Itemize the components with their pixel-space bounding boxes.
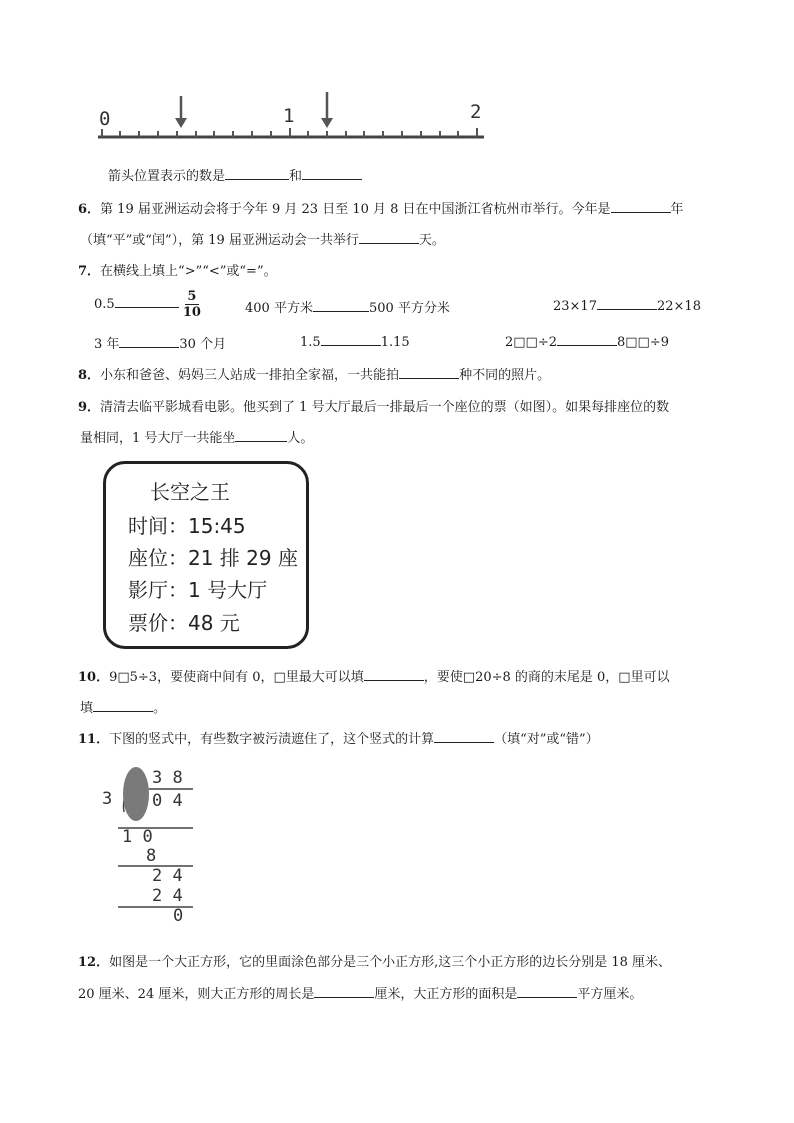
step-1: 1 0 (122, 827, 153, 847)
q7-item-a (94, 289, 201, 320)
q6-days-suffix: 天。 (418, 233, 445, 248)
arrow-1-icon (175, 96, 187, 128)
step-2: 8 (146, 846, 157, 866)
q6-line-2 (80, 229, 445, 248)
movie-ticket (103, 461, 309, 649)
q10-text-3: 填 (80, 701, 94, 716)
q7-item-c (553, 297, 701, 314)
q12-text-4: 平方厘米。 (577, 987, 643, 1002)
label-0: 0 (99, 108, 111, 130)
label-1: 1 (283, 105, 295, 127)
q9-suffix: 人。 (287, 431, 314, 446)
q7-c-left: 23×17 (553, 299, 597, 314)
ticket-time: 时间：15:45 (128, 514, 246, 538)
ticket-hall: 影厅：1 号大厅 (128, 578, 268, 602)
q11-suffix: （填“对”或“错”） (494, 732, 599, 747)
q12-blank-perimeter[interactable] (314, 985, 374, 998)
q7-item-f (505, 333, 669, 350)
q10-text-1: 9□5÷3，要使商中间有 0，□里最大可以填 (109, 670, 364, 685)
q7-e-right: 1.15 (380, 335, 410, 350)
q12-text-1: 如图是一个大正方形，它的里面涂色部分是三个小正方形,这三个小正方形的边长分别是 18 厘米、 (109, 955, 672, 970)
stain-icon (123, 767, 149, 821)
q7-f-right: 8□□÷9 (617, 335, 669, 350)
step-3: 2 4 (152, 866, 183, 886)
q11-number: 11． (78, 732, 110, 747)
q10-line-2 (80, 697, 166, 716)
q12-number: 12． (78, 955, 110, 970)
step-5: 0 (173, 906, 184, 926)
q9-text-2: 量相同，1 号大厅一共能坐 (80, 431, 236, 446)
label-2: 2 (470, 101, 482, 123)
q6-line-1 (78, 198, 684, 217)
q8-blank[interactable] (399, 366, 459, 379)
q8-text: 小东和爸爸、妈妈三人站成一排拍全家福，一共能拍 (100, 368, 400, 383)
q6-text-2: （填“平”或“闰”），第 19 届亚洲运动会一共举行 (80, 233, 359, 248)
ticket-title: 长空之王 (150, 480, 230, 504)
q12-blank-area[interactable] (517, 985, 577, 998)
q11-line (78, 728, 599, 747)
q7-d-blank[interactable] (119, 335, 179, 348)
q12-text-2: 20 厘米、24 厘米，则大正方形的周长是 (78, 987, 315, 1002)
q6-blank-year[interactable] (611, 200, 671, 213)
q7-d-left: 3 年 (94, 337, 120, 352)
q6-text-1: 第 19 届亚洲运动会将于今年 9 月 23 日至 10 月 8 日在中国浙江省杭州市举行。今年是 (100, 202, 611, 217)
q7-b-right: 500 平方分米 (368, 301, 450, 316)
q7-text: 在横线上填上“>”“<”或“=”。 (100, 264, 277, 279)
q7-e-blank[interactable] (321, 333, 381, 346)
quotient: 3 8 (152, 768, 183, 788)
q7-b-blank[interactable] (313, 299, 369, 312)
fraction-denominator: 10 (182, 305, 201, 320)
q10-number: 10． (78, 670, 110, 685)
q10-line-1 (78, 666, 670, 685)
long-division-figure (98, 764, 208, 928)
fraction-numerator: 5 (187, 289, 197, 304)
q10-text-2: ，要使□20÷8 的商的末尾是 0，□里可以 (423, 670, 670, 685)
q8-suffix: 种不同的照片。 (459, 368, 551, 383)
q7-e-left: 1.5 (300, 335, 321, 350)
q9-blank[interactable] (235, 429, 287, 442)
divisor: 3 (102, 789, 113, 809)
q7-f-blank[interactable] (557, 333, 617, 346)
arrow-2-icon (321, 92, 333, 128)
q7-d-right: 30 个月 (179, 337, 227, 352)
q7-a-left: 0.5 (94, 297, 115, 312)
q12-line-2 (78, 983, 642, 1002)
q7-a-blank[interactable] (115, 295, 179, 308)
number-line-figure (90, 88, 490, 148)
q7-b-left: 400 平方米 (245, 301, 313, 316)
q5-line (108, 165, 362, 184)
q10-blank-2[interactable] (93, 699, 153, 712)
q7-heading (78, 260, 277, 279)
q12-text-3: 厘米，大正方形的面积是 (374, 987, 518, 1002)
ticket-price: 票价：48 元 (128, 611, 240, 635)
step-4: 2 4 (152, 886, 183, 906)
q7-item-e (300, 333, 410, 350)
q7-c-blank[interactable] (597, 297, 657, 310)
q9-line-2 (80, 427, 313, 446)
q6-year-suffix: 年 (670, 202, 684, 217)
q7-c-right: 22×18 (656, 299, 701, 314)
q8-line (78, 364, 550, 383)
q7-a-fraction (183, 289, 201, 320)
q7-item-b (245, 297, 450, 316)
q6-blank-days[interactable] (359, 231, 419, 244)
q5-and: 和 (289, 169, 303, 184)
q10-end: 。 (153, 701, 167, 716)
q7-number: 7． (78, 264, 101, 279)
q7-item-d (94, 333, 226, 352)
q6-number: 6． (78, 202, 101, 217)
q5-blank-2[interactable] (302, 167, 362, 180)
ticket-seat: 座位：21 排 29 座 (128, 546, 298, 570)
q8-number: 8． (78, 368, 101, 383)
q12-line-1 (78, 951, 671, 970)
q5-blank-1[interactable] (225, 167, 289, 180)
dividend: 0 4 (152, 791, 183, 811)
q11-blank[interactable] (434, 730, 494, 743)
q10-blank-1[interactable] (364, 668, 424, 681)
q11-text: 下图的竖式中，有些数字被污渍遮住了，这个竖式的计算 (109, 732, 435, 747)
q7-f-left: 2□□÷2 (505, 335, 557, 350)
q9-text-1: 清清去临平影城看电影。他买到了 1 号大厅最后一排最后一个座位的票（如图）。如果每排座位的数 (100, 400, 670, 415)
q9-line-1 (78, 396, 669, 415)
q9-number: 9． (78, 400, 101, 415)
q5-text: 箭头位置表示的数是 (108, 169, 226, 184)
